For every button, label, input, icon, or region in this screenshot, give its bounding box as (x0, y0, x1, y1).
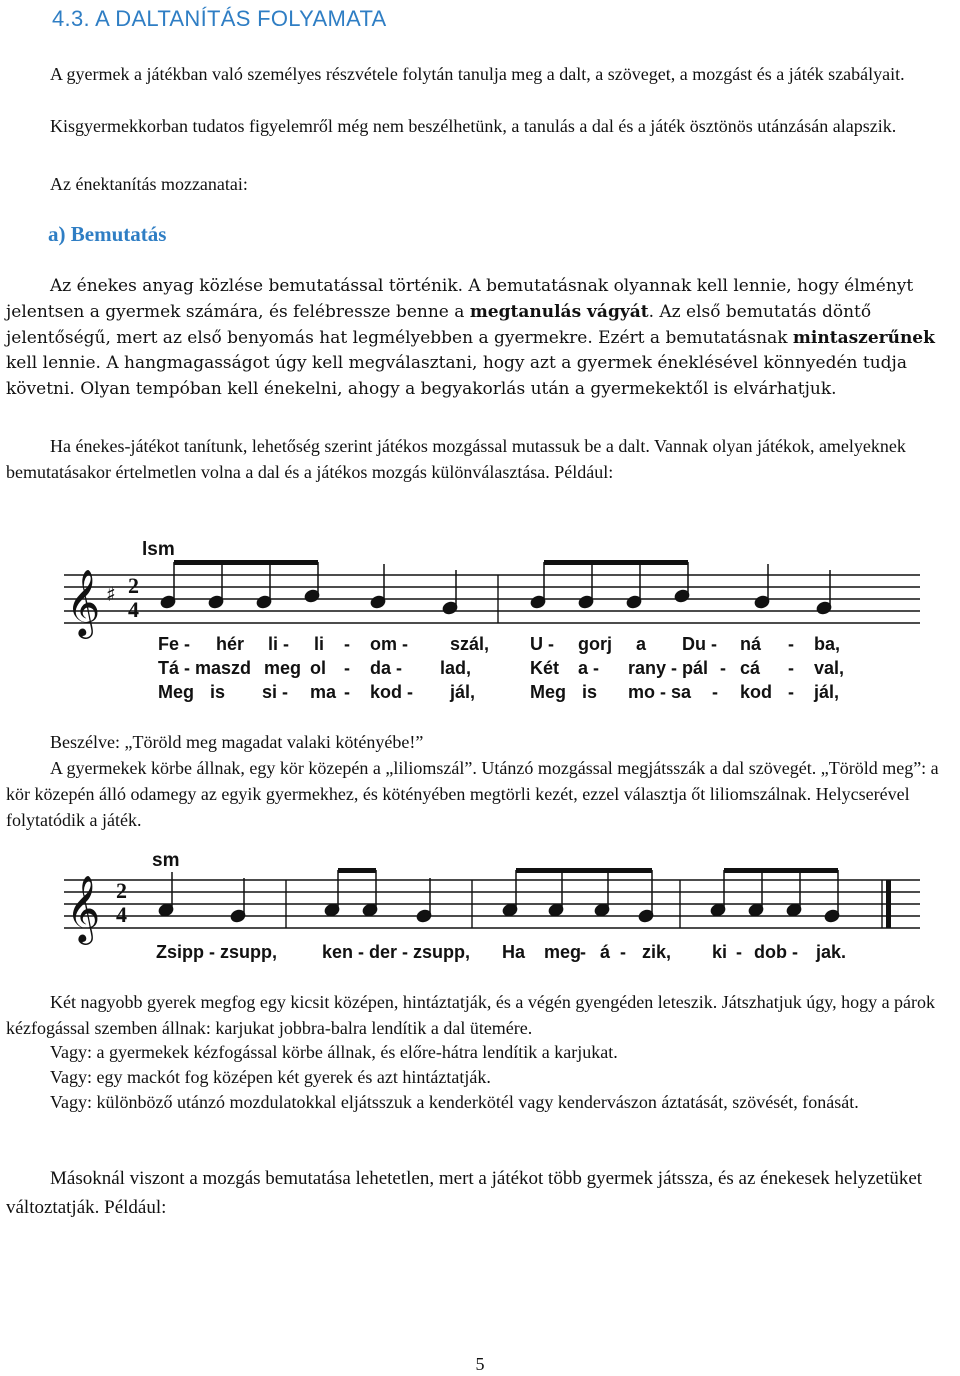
variant-1 (6, 1040, 958, 1066)
lyric-s2-1: Zsipp - zsupp, (156, 942, 277, 962)
presentation-text-2: A bemutatásnak olyannak kell lennie, hogy élményt jelentsen a gyermek számára, és felébressze benne a (6, 276, 914, 322)
lyric-2-8: a - (578, 658, 600, 678)
lyric-2-9: rany - pál (628, 658, 709, 678)
presentation-text-1: Az énekes anyag közlése bemutatással történik. (50, 276, 464, 296)
lyric-3-2: is (210, 682, 226, 702)
lyric-2-2: meg (264, 658, 302, 678)
game-description-1 (6, 756, 958, 833)
presentation-text-4: kell lennie. A hangmagasságot úgy kell megválasztani, hogy azt a gyermek éneklésével könnyedén tudja követni. Olyan tempóban kell énekelni, ahogy a begyakorlás után a gyermekektől is elvárhatjuk. (6, 353, 907, 400)
lyric-1-6: om - (370, 634, 408, 654)
lyric-2-12: - (788, 658, 794, 678)
song-1-solmization: lsm (142, 539, 175, 560)
lyric-3-5: - (344, 682, 350, 702)
lyric-3-6: kod - (370, 682, 413, 702)
swing-text: Két nagyobb gyerek megfog egy kicsit középen, hintáztatják, és a végén gyengéden leteszik. Játszhatjuk úgy, hogy a párok kézfogással szemben állnak: karjukat jobbra-balra lendítik a dal ütemére. (6, 992, 936, 1038)
sharp-icon: ♯ (106, 582, 116, 606)
emphasis-learning-desire: megtanulás vágyát (469, 301, 649, 322)
variant-3 (6, 1090, 958, 1116)
lyric-2-5: da - (370, 658, 403, 678)
lyric-1-14: ba, (814, 634, 841, 654)
time-signature-bottom: 4 (116, 902, 127, 927)
lyric-s2-4: meg (544, 942, 582, 962)
intro-paragraph-1 (6, 62, 958, 88)
lyric-1-5: - (344, 634, 350, 654)
song-1-score (40, 530, 920, 710)
spoken-line (6, 730, 958, 756)
intro-paragraph-3 (6, 172, 958, 198)
song-1-staff (64, 575, 920, 623)
lyric-3-7: jál, (450, 682, 476, 702)
lyric-s2-6: á (600, 942, 611, 962)
closing-paragraph (6, 1164, 958, 1222)
lyric-1-3: li - (268, 634, 289, 654)
intro-paragraph-2 (6, 114, 958, 140)
intro-text-3: Az énektanítás mozzanatai: (50, 174, 248, 194)
lyric-s2-12: - (792, 942, 798, 962)
song-2-lyrics (156, 942, 846, 962)
lyric-s2-10: - (736, 942, 742, 962)
song-2-notes (158, 868, 891, 928)
lyric-s2-2: ken - der - zsupp, (322, 942, 471, 962)
game-song-paragraph (6, 434, 958, 486)
song-2-score (40, 846, 920, 966)
lyric-s2-8: zik, (642, 942, 672, 962)
variant-3-text: Vagy: különböző utánzó mozdulatokkal eljátsszuk a kenderkötél vagy kendervászon áztatását, szövését, fonását. (50, 1092, 859, 1112)
lyric-2-4: - (344, 658, 350, 678)
lyric-2-3: ol (310, 658, 326, 678)
time-signature-bottom: 4 (128, 597, 139, 622)
lyric-3-8: Meg (530, 682, 566, 702)
time-signature-top: 2 (116, 878, 127, 903)
lyric-2-6: lad, (440, 658, 472, 678)
lyric-s2-11: dob (754, 942, 787, 962)
lyric-s2-3: Ha (502, 942, 526, 962)
lyric-1-11: Du - (682, 634, 717, 654)
closing-text: Másoknál viszont a mozgás bemutatása lehetetlen, mert a játékot több gyermek játssza, és az énekesek helyzetüket változtatják. Például: (6, 1168, 923, 1218)
song-1-notes (160, 560, 833, 623)
lyric-3-4: ma (310, 682, 337, 702)
presentation-paragraph (6, 274, 958, 403)
lyric-s2-7: - (620, 942, 626, 962)
lyric-3-3: si - (262, 682, 289, 702)
song-2-staff (64, 880, 920, 928)
song-1-lyrics (158, 634, 844, 702)
lyric-1-1: Fe - (158, 634, 191, 654)
lyric-3-10: mo - sa (628, 682, 692, 702)
song-2-solmization: sm (152, 850, 180, 871)
lyric-3-12: kod (740, 682, 773, 702)
lyric-2-1: Tá - maszd (158, 658, 252, 678)
presentation-text-3: . Az első bemutatás döntő jelentőségű, mert az első benyomás hat legmélyebben a gyermekre. Ezért a bemutatásnak (6, 301, 872, 348)
section-heading: 4.3. A DALTANÍTÁS FOLYAMATA (52, 6, 387, 31)
lyric-1-7: szál, (450, 634, 490, 654)
variant-2-text: Vagy: egy mackót fog középen két gyerek és azt hintáztatják. (50, 1067, 491, 1087)
lyric-2-10: - (720, 658, 726, 678)
lyric-1-8: U - (530, 634, 554, 654)
lyric-s2-13: jak. (816, 942, 847, 962)
song-1-notation (40, 530, 920, 710)
lyric-3-1: Meg (158, 682, 194, 702)
time-signature-top: 2 (128, 573, 139, 598)
lyric-2-11: cá (740, 658, 761, 678)
variant-1-text: Vagy: a gyermekek kézfogással körbe állnak, és előre-hátra lendítik a karjukat. (50, 1042, 618, 1062)
treble-clef-icon: 𝄞 (66, 874, 101, 942)
lyric-1-4: li (314, 634, 325, 654)
intro-text-1: A gyermek a játékban való személyes részvétele folytán tanulja meg a dalt, a szöveget, a mozgást és a játék szabályait. (50, 64, 905, 84)
page-number: 5 (475, 1354, 485, 1374)
variant-2 (6, 1065, 958, 1091)
lyric-3-11: - (712, 682, 718, 702)
game-song-text: Ha énekes-játékot tanítunk, lehetőség szerint játékos mozgással mutassuk be a dalt. Vannak olyan játékok, amelyeknek bemutatásakor értelmetlen volna a dal és a játékos mozgás különválasztása. Például: (6, 436, 906, 482)
song-2-notation (40, 846, 920, 966)
lyric-2-7: Két (530, 658, 560, 678)
lyric-1-12: ná (740, 634, 762, 654)
lyric-s2-9: ki (712, 942, 728, 962)
swing-paragraph (6, 990, 958, 1042)
lyric-s2-5: - (580, 942, 586, 962)
spoken-text: Beszélve: „Töröld meg magadat valaki kötényébe!” (50, 732, 424, 752)
emphasis-exemplary: mintaszerűnek (792, 327, 935, 348)
subsection-title: a) Bemutatás (48, 222, 167, 246)
lyric-3-9: is (582, 682, 598, 702)
treble-clef-icon: 𝄞 (66, 568, 101, 636)
lyric-1-10: a (636, 634, 647, 654)
intro-text-2: Kisgyermekkorban tudatos figyelemről még nem beszélhetünk, a tanulás a dal és a játék ösztönös utánzásán alapszik. (50, 116, 897, 136)
lyric-1-13: - (788, 634, 794, 654)
lyric-1-9: gorj (578, 634, 612, 654)
game-description-1-text: A gyermekek körbe állnak, egy kör közepén a „liliomszál”. Utánzó mozgással megjátsszák a dal szövegét. „Töröld meg”: a kör közepén álló odamegy az egyik gyermekhez, és kötényében megtörli kezét, ezzel választja őt liliomszálnak. Helycserével folytatódik a játék. (6, 758, 939, 830)
lyric-1-2: hér (216, 634, 245, 654)
lyric-3-13: - (788, 682, 794, 702)
lyric-3-14: jál, (814, 682, 840, 702)
lyric-2-13: val, (814, 658, 845, 678)
